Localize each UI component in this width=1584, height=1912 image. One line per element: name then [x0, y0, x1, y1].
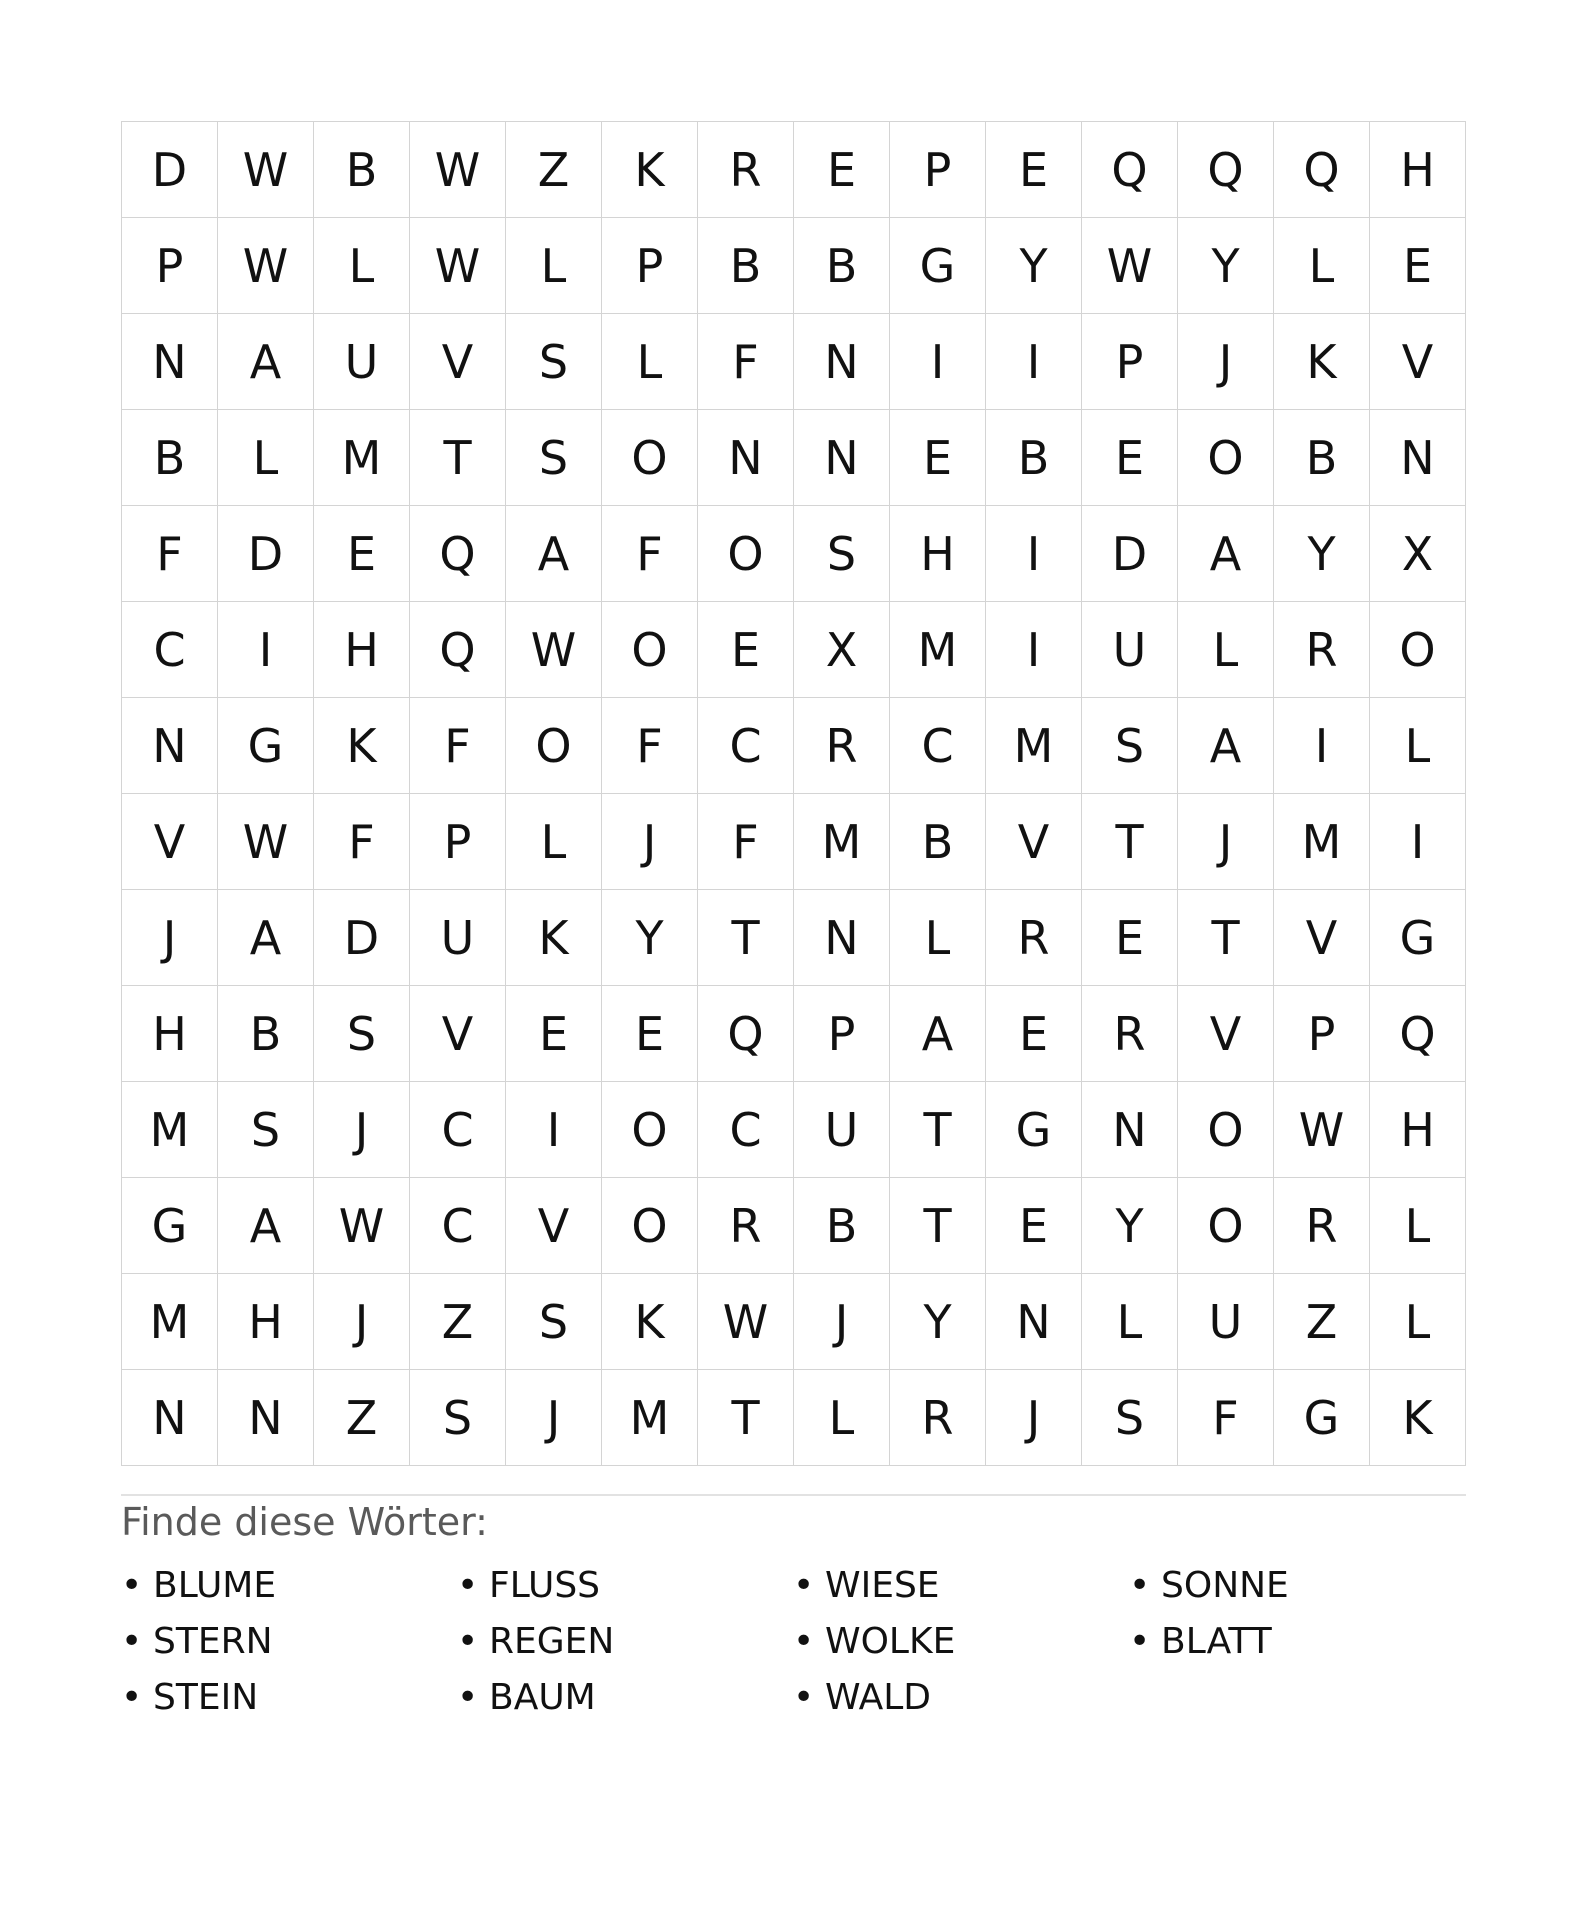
word-label: WALD: [825, 1676, 932, 1718]
grid-cell[interactable]: W: [1082, 218, 1178, 314]
grid-cell[interactable]: M: [1274, 794, 1370, 890]
grid-cell[interactable]: W: [698, 1274, 794, 1370]
grid-cell[interactable]: D: [218, 506, 314, 602]
grid-cell[interactable]: L: [794, 1370, 890, 1466]
bullet-icon: •: [793, 1564, 815, 1606]
grid-cell[interactable]: Z: [1274, 1274, 1370, 1370]
bullet-icon: •: [793, 1620, 815, 1662]
grid-cell[interactable]: L: [506, 794, 602, 890]
grid-cell[interactable]: O: [602, 602, 698, 698]
grid-cell[interactable]: W: [218, 794, 314, 890]
grid-cell[interactable]: K: [314, 698, 410, 794]
grid-cell[interactable]: Y: [1178, 218, 1274, 314]
grid-cell[interactable]: B: [698, 218, 794, 314]
grid-cell[interactable]: H: [890, 506, 986, 602]
grid-cell[interactable]: B: [794, 1178, 890, 1274]
grid-cell[interactable]: E: [1370, 218, 1466, 314]
grid-cell[interactable]: M: [602, 1370, 698, 1466]
word-item: [121, 1557, 457, 1613]
grid-cell[interactable]: P: [122, 218, 218, 314]
grid-cell[interactable]: U: [410, 890, 506, 986]
grid-cell[interactable]: V: [410, 986, 506, 1082]
grid-cell[interactable]: P: [602, 218, 698, 314]
grid-cell[interactable]: L: [1370, 1178, 1466, 1274]
grid-cell[interactable]: C: [410, 1082, 506, 1178]
grid-cell[interactable]: J: [1178, 794, 1274, 890]
grid-cell[interactable]: J: [506, 1370, 602, 1466]
grid-cell[interactable]: G: [986, 1082, 1082, 1178]
grid-cell[interactable]: A: [218, 890, 314, 986]
grid-cell[interactable]: Z: [410, 1274, 506, 1370]
grid-cell[interactable]: H: [1370, 122, 1466, 218]
grid-cell[interactable]: P: [794, 986, 890, 1082]
word-label: STERN: [153, 1620, 273, 1662]
grid-cell[interactable]: J: [794, 1274, 890, 1370]
grid-cell[interactable]: A: [218, 1178, 314, 1274]
grid-cell[interactable]: Q: [410, 602, 506, 698]
word-label: SONNE: [1161, 1564, 1289, 1606]
grid-cell[interactable]: K: [602, 122, 698, 218]
grid-cell[interactable]: K: [506, 890, 602, 986]
grid-cell[interactable]: L: [1370, 698, 1466, 794]
grid-cell[interactable]: R: [698, 1178, 794, 1274]
grid-cell[interactable]: R: [698, 122, 794, 218]
grid-cell[interactable]: T: [1082, 794, 1178, 890]
grid-cell[interactable]: F: [410, 698, 506, 794]
grid-cell[interactable]: Q: [1274, 122, 1370, 218]
grid-cell[interactable]: V: [1274, 890, 1370, 986]
grid-cell[interactable]: W: [410, 218, 506, 314]
grid-cell[interactable]: A: [890, 986, 986, 1082]
grid-cell[interactable]: Q: [698, 986, 794, 1082]
word-item: [121, 1613, 457, 1669]
bullet-icon: •: [1129, 1620, 1151, 1662]
grid-cell[interactable]: S: [410, 1370, 506, 1466]
grid-cell[interactable]: T: [410, 410, 506, 506]
grid-cell[interactable]: Q: [1178, 122, 1274, 218]
grid-cell[interactable]: F: [602, 698, 698, 794]
grid-cell[interactable]: H: [314, 602, 410, 698]
grid-cell[interactable]: N: [794, 890, 890, 986]
grid-cell[interactable]: G: [122, 1178, 218, 1274]
grid-cell[interactable]: T: [890, 1178, 986, 1274]
grid-cell[interactable]: A: [1178, 506, 1274, 602]
word-label: BAUM: [489, 1676, 596, 1718]
grid-cell[interactable]: B: [794, 218, 890, 314]
grid-cell[interactable]: B: [890, 794, 986, 890]
grid-cell[interactable]: O: [506, 698, 602, 794]
grid-cell[interactable]: P: [1082, 314, 1178, 410]
grid-cell[interactable]: H: [122, 986, 218, 1082]
grid-cell[interactable]: E: [890, 410, 986, 506]
grid-cell[interactable]: V: [1178, 986, 1274, 1082]
grid-cell[interactable]: T: [698, 1370, 794, 1466]
grid-cell[interactable]: K: [1370, 1370, 1466, 1466]
grid-cell[interactable]: G: [218, 698, 314, 794]
grid-cell[interactable]: N: [218, 1370, 314, 1466]
grid-cell[interactable]: W: [314, 1178, 410, 1274]
grid-cell[interactable]: R: [890, 1370, 986, 1466]
grid-cell[interactable]: N: [122, 1370, 218, 1466]
grid-cell[interactable]: O: [602, 1082, 698, 1178]
grid-cell[interactable]: G: [1274, 1370, 1370, 1466]
bullet-icon: •: [121, 1676, 143, 1718]
grid-cell[interactable]: N: [794, 410, 890, 506]
grid-cell[interactable]: S: [506, 410, 602, 506]
word-item: [793, 1613, 1129, 1669]
grid-cell[interactable]: F: [602, 506, 698, 602]
grid-cell[interactable]: O: [602, 410, 698, 506]
grid-cell[interactable]: U: [1082, 602, 1178, 698]
grid-cell[interactable]: V: [986, 794, 1082, 890]
grid-cell[interactable]: F: [1178, 1370, 1274, 1466]
grid-cell[interactable]: J: [314, 1274, 410, 1370]
grid-cell[interactable]: U: [794, 1082, 890, 1178]
grid-cell[interactable]: N: [1082, 1082, 1178, 1178]
grid-cell[interactable]: V: [1370, 314, 1466, 410]
grid-cell[interactable]: E: [506, 986, 602, 1082]
bullet-icon: •: [457, 1676, 479, 1718]
grid-cell[interactable]: J: [602, 794, 698, 890]
bullet-icon: •: [457, 1564, 479, 1606]
grid-cell[interactable]: R: [1274, 1178, 1370, 1274]
bullet-icon: •: [793, 1676, 815, 1718]
grid-cell[interactable]: F: [122, 506, 218, 602]
grid-cell[interactable]: W: [410, 122, 506, 218]
grid-cell[interactable]: E: [986, 1178, 1082, 1274]
grid-cell[interactable]: Y: [986, 218, 1082, 314]
grid-cell[interactable]: S: [314, 986, 410, 1082]
word-label: BLUME: [153, 1564, 277, 1606]
grid-cell[interactable]: R: [1082, 986, 1178, 1082]
grid-cell[interactable]: A: [1178, 698, 1274, 794]
grid-cell[interactable]: N: [122, 314, 218, 410]
grid-cell[interactable]: N: [698, 410, 794, 506]
grid-cell[interactable]: S: [506, 314, 602, 410]
word-item: [457, 1557, 793, 1613]
grid-cell[interactable]: M: [122, 1274, 218, 1370]
grid-cell[interactable]: U: [1178, 1274, 1274, 1370]
word-label: FLUSS: [489, 1564, 601, 1606]
grid-cell[interactable]: O: [1178, 1082, 1274, 1178]
grid-cell[interactable]: I: [1370, 794, 1466, 890]
grid-cell[interactable]: I: [986, 314, 1082, 410]
bullet-icon: •: [457, 1620, 479, 1662]
grid-cell[interactable]: P: [1274, 986, 1370, 1082]
grid-cell[interactable]: P: [410, 794, 506, 890]
grid-cell[interactable]: L: [1082, 1274, 1178, 1370]
grid-cell[interactable]: I: [506, 1082, 602, 1178]
grid-cell[interactable]: S: [218, 1082, 314, 1178]
grid-cell[interactable]: I: [890, 314, 986, 410]
word-label: BLATT: [1161, 1620, 1272, 1662]
grid-cell[interactable]: R: [1274, 602, 1370, 698]
word-list-heading: Finde diese Wörter:: [121, 1500, 488, 1544]
grid-cell[interactable]: Z: [314, 1370, 410, 1466]
grid-cell[interactable]: E: [314, 506, 410, 602]
word-label: WIESE: [825, 1564, 940, 1606]
grid-cell[interactable]: O: [1178, 1178, 1274, 1274]
grid-cell[interactable]: K: [602, 1274, 698, 1370]
grid-cell[interactable]: S: [1082, 698, 1178, 794]
grid-cell[interactable]: C: [698, 698, 794, 794]
grid-cell[interactable]: L: [890, 890, 986, 986]
grid-cell[interactable]: L: [218, 410, 314, 506]
word-label: WOLKE: [825, 1620, 956, 1662]
word-item: [457, 1669, 793, 1725]
grid-cell[interactable]: E: [698, 602, 794, 698]
grid-cell[interactable]: E: [986, 122, 1082, 218]
grid-cell[interactable]: O: [602, 1178, 698, 1274]
grid-cell[interactable]: W: [218, 218, 314, 314]
word-search-grid: [121, 121, 1466, 1466]
grid-cell[interactable]: B: [1274, 410, 1370, 506]
grid-cell[interactable]: U: [314, 314, 410, 410]
grid-cell[interactable]: Q: [1082, 122, 1178, 218]
grid-cell[interactable]: V: [122, 794, 218, 890]
grid-cell[interactable]: I: [986, 506, 1082, 602]
word-list: [121, 1557, 1466, 1725]
grid-cell[interactable]: D: [314, 890, 410, 986]
grid-cell[interactable]: G: [1370, 890, 1466, 986]
grid-cell[interactable]: Y: [1274, 506, 1370, 602]
grid-cell[interactable]: D: [122, 122, 218, 218]
grid-cell[interactable]: N: [794, 314, 890, 410]
grid-cell[interactable]: H: [1370, 1082, 1466, 1178]
grid-cell[interactable]: D: [1082, 506, 1178, 602]
grid-cell[interactable]: L: [314, 218, 410, 314]
grid-cell[interactable]: R: [986, 890, 1082, 986]
grid-cell[interactable]: B: [122, 410, 218, 506]
word-item: [1129, 1557, 1465, 1613]
grid-cell[interactable]: J: [122, 890, 218, 986]
grid-cell[interactable]: S: [1082, 1370, 1178, 1466]
grid-cell[interactable]: M: [890, 602, 986, 698]
grid-cell[interactable]: Y: [602, 890, 698, 986]
grid-cell[interactable]: Q: [1370, 986, 1466, 1082]
grid-cell[interactable]: V: [410, 314, 506, 410]
grid-cell[interactable]: N: [1370, 410, 1466, 506]
grid-cell[interactable]: M: [794, 794, 890, 890]
grid-cell[interactable]: J: [1178, 314, 1274, 410]
word-item: [1129, 1613, 1465, 1669]
grid-cell[interactable]: L: [602, 314, 698, 410]
grid-cell[interactable]: L: [506, 218, 602, 314]
grid-cell[interactable]: L: [1274, 218, 1370, 314]
grid-cell[interactable]: N: [122, 698, 218, 794]
grid-cell[interactable]: Q: [410, 506, 506, 602]
bullet-icon: •: [1129, 1564, 1151, 1606]
grid-cell[interactable]: W: [218, 122, 314, 218]
word-label: REGEN: [489, 1620, 615, 1662]
grid-cell[interactable]: O: [1178, 410, 1274, 506]
grid-cell[interactable]: T: [890, 1082, 986, 1178]
grid-cell[interactable]: E: [1082, 410, 1178, 506]
grid-cell[interactable]: Y: [1082, 1178, 1178, 1274]
grid-cell[interactable]: T: [1178, 890, 1274, 986]
grid-cell[interactable]: M: [122, 1082, 218, 1178]
grid-cell[interactable]: F: [314, 794, 410, 890]
word-item: [793, 1669, 1129, 1725]
grid-cell[interactable]: I: [1274, 698, 1370, 794]
grid-cell[interactable]: X: [1370, 506, 1466, 602]
grid-cell[interactable]: I: [986, 602, 1082, 698]
grid-cell[interactable]: M: [314, 410, 410, 506]
grid-cell[interactable]: B: [314, 122, 410, 218]
grid-cell[interactable]: C: [410, 1178, 506, 1274]
word-item: [121, 1669, 457, 1725]
grid-cell[interactable]: I: [218, 602, 314, 698]
word-item: [457, 1613, 793, 1669]
grid-cell[interactable]: F: [698, 794, 794, 890]
grid-cell[interactable]: E: [986, 986, 1082, 1082]
word-item: [793, 1557, 1129, 1613]
grid-cell[interactable]: E: [794, 122, 890, 218]
grid-cell[interactable]: S: [506, 1274, 602, 1370]
grid-cell[interactable]: E: [602, 986, 698, 1082]
grid-cell[interactable]: C: [890, 698, 986, 794]
grid-cell[interactable]: S: [794, 506, 890, 602]
grid-cell[interactable]: H: [218, 1274, 314, 1370]
grid-cell[interactable]: A: [506, 506, 602, 602]
grid-cell[interactable]: V: [506, 1178, 602, 1274]
grid-cell[interactable]: B: [986, 410, 1082, 506]
grid-cell[interactable]: M: [986, 698, 1082, 794]
grid-cell[interactable]: E: [1082, 890, 1178, 986]
grid-cell[interactable]: Z: [506, 122, 602, 218]
grid-cell[interactable]: O: [698, 506, 794, 602]
grid-cell[interactable]: W: [506, 602, 602, 698]
grid-cell[interactable]: J: [986, 1370, 1082, 1466]
bullet-icon: •: [121, 1620, 143, 1662]
grid-cell[interactable]: T: [698, 890, 794, 986]
grid-cell[interactable]: W: [1274, 1082, 1370, 1178]
grid-cell[interactable]: A: [218, 314, 314, 410]
grid-cell[interactable]: N: [986, 1274, 1082, 1370]
grid-cell[interactable]: X: [794, 602, 890, 698]
grid-cell[interactable]: J: [314, 1082, 410, 1178]
grid-cell[interactable]: G: [890, 218, 986, 314]
grid-cell[interactable]: L: [1370, 1274, 1466, 1370]
grid-cell[interactable]: O: [1370, 602, 1466, 698]
bullet-icon: •: [121, 1564, 143, 1606]
grid-cell[interactable]: C: [698, 1082, 794, 1178]
divider: [121, 1494, 1466, 1496]
grid-cell[interactable]: K: [1274, 314, 1370, 410]
word-label: STEIN: [153, 1676, 259, 1718]
grid-cell[interactable]: B: [218, 986, 314, 1082]
grid-cell[interactable]: P: [890, 122, 986, 218]
grid-cell[interactable]: R: [794, 698, 890, 794]
grid-cell[interactable]: C: [122, 602, 218, 698]
grid-cell[interactable]: L: [1178, 602, 1274, 698]
grid-cell[interactable]: Y: [890, 1274, 986, 1370]
grid-cell[interactable]: F: [698, 314, 794, 410]
